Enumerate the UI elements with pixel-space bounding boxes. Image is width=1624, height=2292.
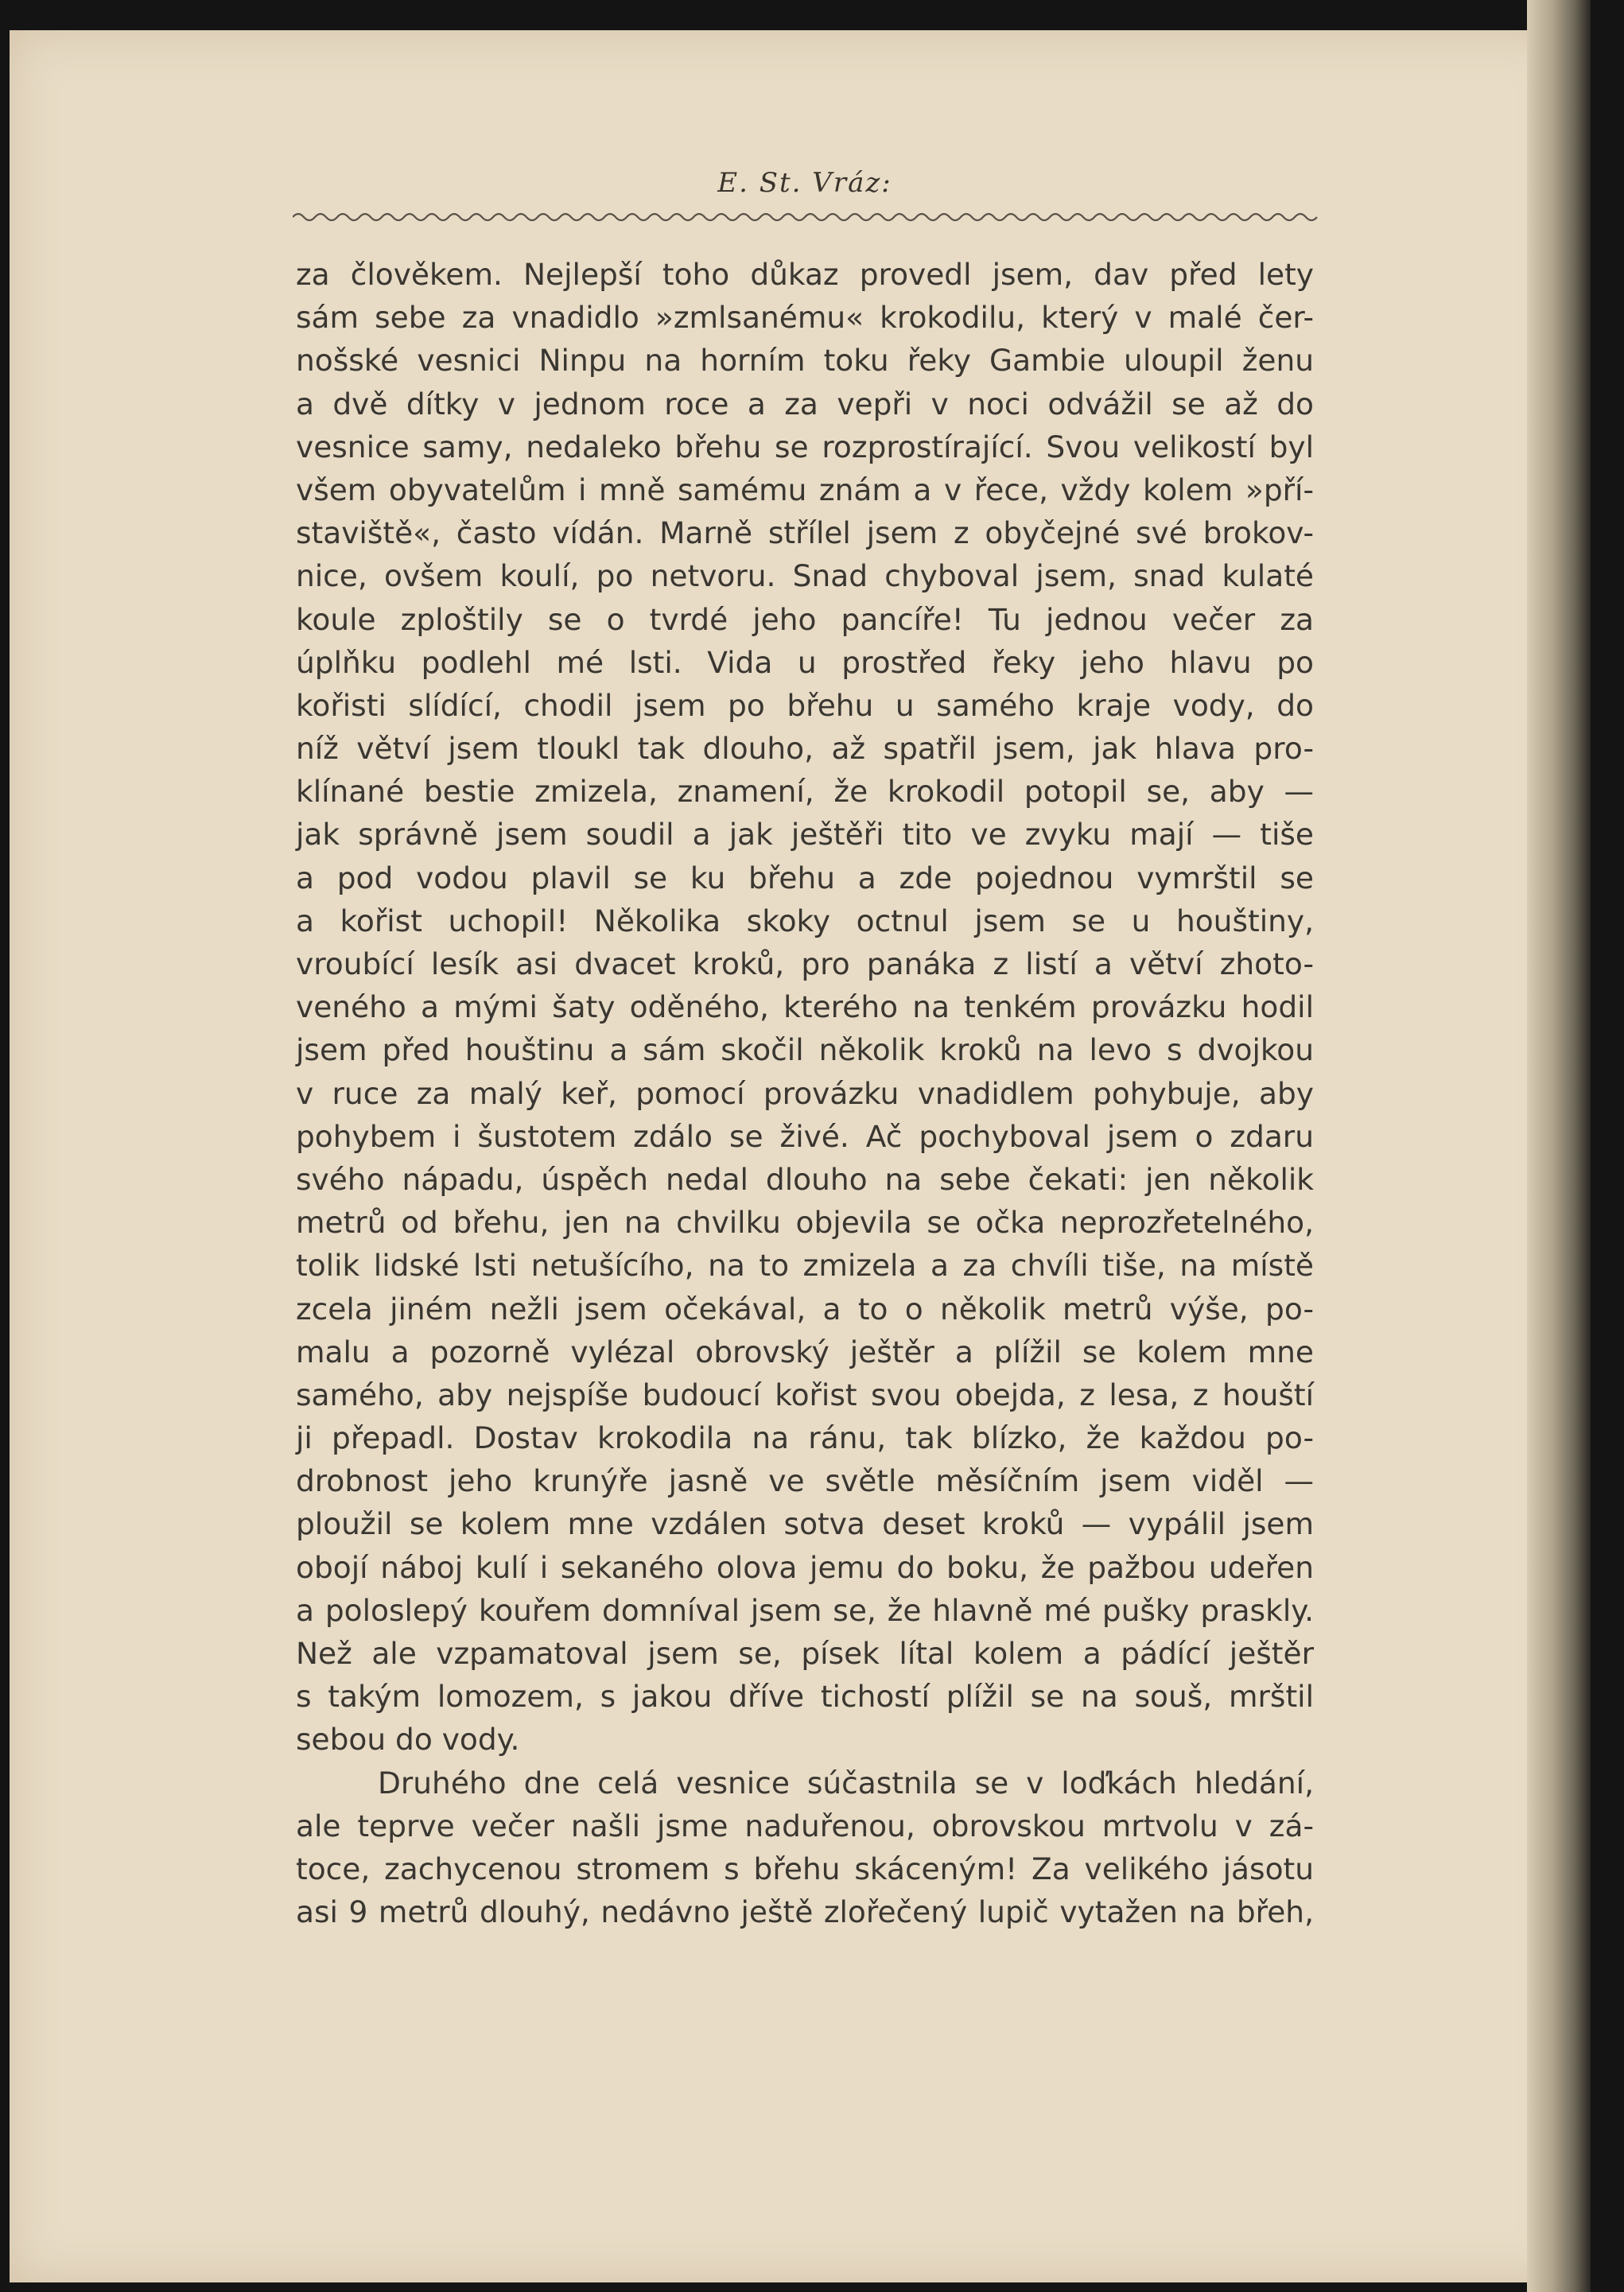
book-spine-edge bbox=[1527, 0, 1591, 2292]
text-line: sám sebe za vnadidlo »zmlsanému« krokodilu, který v malé čer- bbox=[296, 300, 1314, 336]
body-text bbox=[296, 253, 1314, 1933]
running-head: E. St. Vráz: bbox=[717, 167, 892, 199]
text-line: staviště«, často vídán. Marně střílel jsem z obyčejné své brokov- bbox=[296, 515, 1314, 551]
text-line: všem obyvatelům i mně samému znám a v řece, vždy kolem »pří- bbox=[296, 472, 1314, 507]
text-line: ploužil se kolem mne vzdálen sotva deset kroků — vypálil jsem bbox=[296, 1506, 1314, 1542]
text-line: toce, zachycenou stromem s břehu skáceným! Za velikého jásotu bbox=[296, 1851, 1314, 1886]
text-line: pohybem i šustotem zdálo se živé. Ač pochyboval jsem o zdaru bbox=[296, 1118, 1314, 1154]
text-line: Druhého dne celá vesnice súčastnila se v loďkách hledání, bbox=[378, 1765, 1314, 1801]
text-line: za člověkem. Nejlepší toho důkaz provedl jsem, dav před lety bbox=[296, 257, 1314, 292]
text-line: malu a pozorně vylézal obrovský ještěr a plížil se kolem mne bbox=[296, 1334, 1314, 1369]
text-line: svého nápadu, úspěch nedal dlouho na sebe čekati: jen několik bbox=[296, 1161, 1314, 1197]
text-line: nošské vesnici Ninpu na horním toku řeky Gambie uloupil ženu bbox=[296, 343, 1314, 379]
text-line: a poloslepý kouřem domníval jsem se, že hlavně mé pušky praskly. bbox=[296, 1592, 1314, 1628]
text-line: sebou do vody. bbox=[296, 1722, 520, 1758]
text-line: a kořist uchopil! Několika skoky octnul jsem se u houštiny, bbox=[296, 903, 1314, 938]
text-line: jak správně jsem soudil a jak ještěři tito ve zvyku mají — tiše bbox=[296, 817, 1314, 853]
decorative-wavy-rule bbox=[293, 208, 1319, 226]
text-line: nice, ovšem koulí, po netvoru. Snad chyboval jsem, snad kulaté bbox=[296, 558, 1314, 594]
text-line: metrů od břehu, jen na chvilku objevila se očka neprozřetelného, bbox=[296, 1205, 1314, 1241]
text-line: vesnice samy, nedaleko břehu se rozprostírající. Svou velikostí byl bbox=[296, 429, 1314, 464]
text-line: s takým lomozem, s jakou dříve tichostí plížil se na souš, mrštil bbox=[296, 1679, 1314, 1715]
text-line: ji přepadl. Dostav krokodila na ránu, tak blízko, že každou po- bbox=[296, 1420, 1314, 1456]
text-line: níž větví jsem tloukl tak dlouho, až spatřil jsem, jak hlava pro- bbox=[296, 731, 1314, 767]
text-line: tolik lidské lsti netušícího, na to zmizela a za chvíli tiše, na místě bbox=[296, 1248, 1314, 1284]
text-line: jsem před houštinu a sám skočil několik kroků na levo s dvojkou bbox=[296, 1032, 1314, 1068]
text-line: ale teprve večer našli jsme naduřenou, obrovskou mrtvolu v zá- bbox=[296, 1808, 1314, 1843]
text-line: asi 9 metrů dlouhý, nedávno ještě zlořečený lupič vytažen na břeh, bbox=[296, 1894, 1314, 1930]
text-line: kořisti slídící, chodil jsem po břehu u samého kraje vody, do bbox=[296, 687, 1314, 723]
text-line: vroubící lesík asi dvacet kroků, pro panáka z listí a větví zhoto- bbox=[296, 946, 1314, 981]
text-line: úplňku podlehl mé lsti. Vida u prostřed řeky jeho hlavu po bbox=[296, 644, 1314, 680]
text-line: obojí náboj kulí i sekaného olova jemu do boku, že pažbou udeřen bbox=[296, 1549, 1314, 1585]
text-line: veného a mými šaty oděného, kterého na tenkém provázku hodil bbox=[296, 989, 1314, 1025]
text-line: klínané bestie zmizela, znamení, že krokodil potopil se, aby — bbox=[296, 774, 1314, 810]
text-line: Než ale vzpamatoval jsem se, písek lítal kolem a pádící ještěr bbox=[296, 1636, 1314, 1671]
text-line: samého, aby nejspíše budoucí kořist svou obejda, z lesa, z houští bbox=[296, 1377, 1314, 1412]
text-line: v ruce za malý keř, pomocí provázku vnadidlem pohybuje, aby bbox=[296, 1075, 1314, 1111]
text-line: a dvě dítky v jednom roce a za vepři v noci odvážil se až do bbox=[296, 386, 1314, 421]
text-line: a pod vodou plavil se ku břehu a zde pojednou vymrštil se bbox=[296, 860, 1314, 895]
text-line: zcela jiném nežli jsem očekával, a to o několik metrů výše, po- bbox=[296, 1291, 1314, 1327]
text-line: drobnost jeho krunýře jasně ve světle měsíčním jsem viděl — bbox=[296, 1463, 1314, 1499]
text-line: koule zploštily se o tvrdé jeho pancíře! Tu jednou večer za bbox=[296, 601, 1314, 637]
